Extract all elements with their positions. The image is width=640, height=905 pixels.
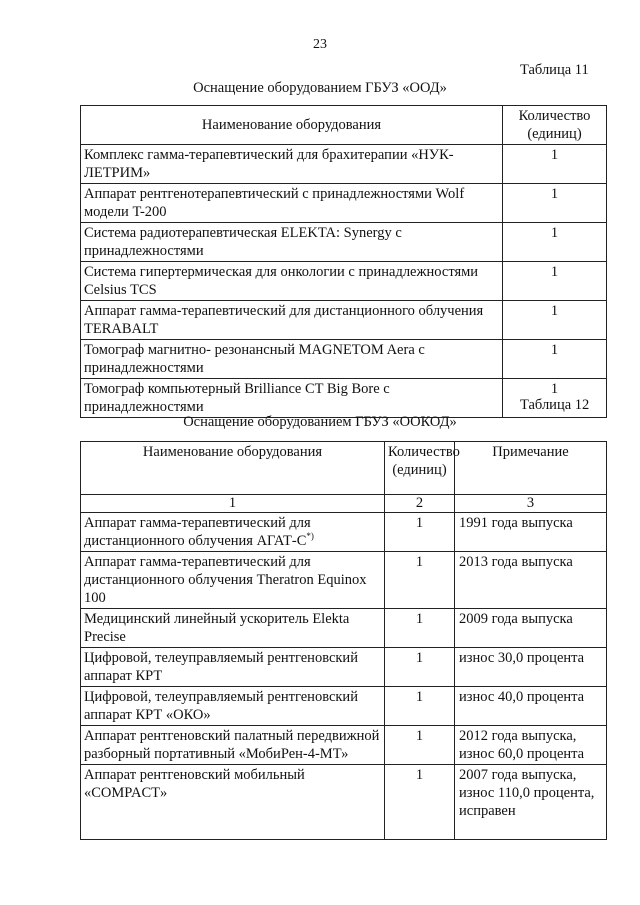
equipment-quantity: 1 (385, 609, 455, 648)
table-row (81, 145, 607, 184)
equipment-quantity: 1 (385, 552, 455, 609)
equipment-note: 2009 года выпуска (455, 609, 607, 648)
table-row (81, 687, 607, 726)
table-header-row (81, 442, 607, 495)
equipment-quantity: 1 (503, 184, 607, 223)
equipment-quantity: 1 (385, 513, 455, 552)
equipment-name: Цифровой, телеуправляемый рентгеновский аппарат КРТ «ОКО» (81, 687, 385, 726)
table-row (81, 765, 607, 840)
header-name: Наименование оборудования (81, 442, 385, 495)
equipment-note: 2013 года выпуска (455, 552, 607, 609)
equipment-name (81, 513, 385, 552)
column-number-row (81, 495, 607, 513)
equipment-quantity: 1 (503, 223, 607, 262)
table-header-row (81, 106, 607, 145)
table-12-label: Таблица 12 (520, 397, 590, 413)
table-row (81, 301, 607, 340)
equipment-name: Цифровой, телеуправляемый рентгеновский аппарат КРТ (81, 648, 385, 687)
equipment-quantity: 1 (385, 687, 455, 726)
header-quantity: Количество (единиц) (385, 442, 455, 495)
table-row (81, 552, 607, 609)
table-row (81, 609, 607, 648)
page-number: 23 (313, 37, 327, 52)
equipment-note: 2012 года выпуска, износ 60,0 процента (455, 726, 607, 765)
equipment-name: Система радиотерапевтическая ELEKTA: Synergy с принадлежностями (81, 223, 503, 262)
equipment-note: 2007 года выпуска, износ 110,0 процента, исправен (455, 765, 607, 840)
equipment-name: Система гипертермическая для онкологии с принадлежностями Celsius TCS (81, 262, 503, 301)
header-quantity: Количество (единиц) (503, 106, 607, 145)
header-note: Примечание (455, 442, 607, 495)
equipment-quantity: 1 (503, 145, 607, 184)
equipment-name: Аппарат гамма-терапевтический для дистанционного облучения TERABALT (81, 301, 503, 340)
equipment-name: Томограф магнитно- резонансный MAGNETOM Aera с принадлежностями (81, 340, 503, 379)
equipment-name: Аппарат рентгеновский палатный передвижной разборный портативный «МобиРен-4-МТ» (81, 726, 385, 765)
table-11-label: Таблица 11 (520, 62, 589, 78)
table-row (81, 340, 607, 379)
equipment-quantity: 1 (385, 765, 455, 840)
equipment-quantity: 1 (385, 648, 455, 687)
table-row (81, 262, 607, 301)
footnote-marker: *) (306, 531, 314, 542)
equipment-name: Аппарат рентгенотерапевтический с принадлежностями Wolf модели T-200 (81, 184, 503, 223)
table-11-caption: Оснащение оборудованием ГБУЗ «ООД» (193, 80, 447, 96)
equipment-name: Аппарат гамма-терапевтический для дистанционного облучения Theratron Equinox 100 (81, 552, 385, 609)
table-row (81, 648, 607, 687)
table-row (81, 513, 607, 552)
table-row (81, 726, 607, 765)
equipment-table-11 (80, 105, 607, 418)
table-row (81, 184, 607, 223)
table-12-caption: Оснащение оборудованием ГБУЗ «ООКОД» (183, 414, 457, 430)
equipment-note: 1991 года выпуска (455, 513, 607, 552)
equipment-note: износ 40,0 процента (455, 687, 607, 726)
equipment-quantity: 1 (385, 726, 455, 765)
equipment-quantity: 1 (503, 262, 607, 301)
equipment-name: Аппарат рентгеновский мобильный «COMPACT» (81, 765, 385, 840)
equipment-name: Томограф компьютерный Brilliance CT Big Bore с принадлежностями (81, 379, 503, 418)
equipment-note: износ 30,0 процента (455, 648, 607, 687)
equipment-quantity: 1 (503, 301, 607, 340)
header-name: Наименование оборудования (81, 106, 503, 145)
equipment-name: Медицинский линейный ускоритель Elekta Precise (81, 609, 385, 648)
column-number: 3 (455, 495, 607, 513)
equipment-name: Комплекс гамма-терапевтический для брахитерапии «НУК-ЛЕТРИМ» (81, 145, 503, 184)
table-row (81, 223, 607, 262)
equipment-table-12 (80, 441, 607, 840)
column-number: 1 (81, 495, 385, 513)
column-number: 2 (385, 495, 455, 513)
equipment-name-text: Аппарат гамма-терапевтический для дистанционного облучения АГАТ-С (84, 515, 311, 549)
equipment-quantity: 1 (503, 340, 607, 379)
equipment-quantity: 1 (503, 379, 607, 418)
